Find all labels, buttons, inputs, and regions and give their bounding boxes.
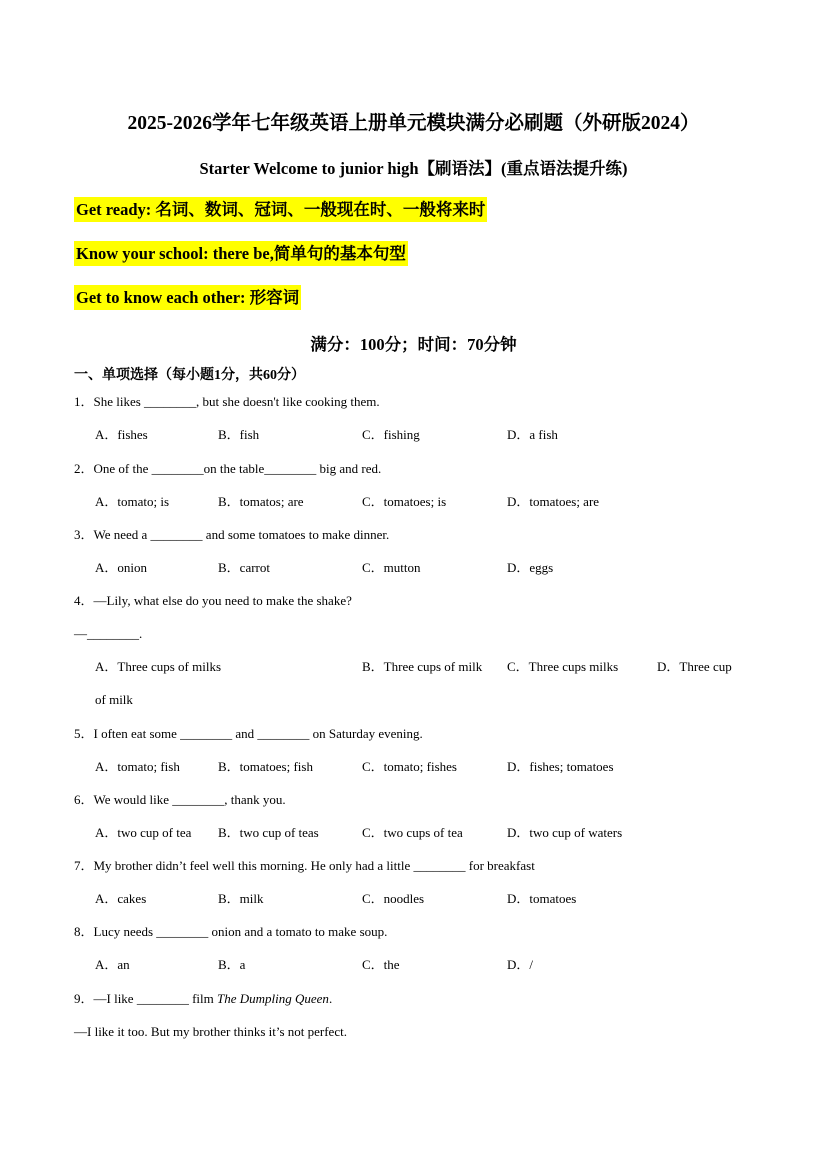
option-b: B．two cup of teas <box>218 825 319 840</box>
option-a: A．fishes <box>95 427 148 442</box>
topic-highlight: Know your school: there be,简单句的基本句型 <box>74 241 408 266</box>
question-stem: 2．One of the ________on the table________ big and red. <box>74 461 382 476</box>
score-time-line: 满分：100分；时间：70分钟 <box>310 335 517 354</box>
option-b: B．milk <box>218 891 264 906</box>
option-b: B．Three cups of milk <box>362 659 483 674</box>
question-stem: 6．We would like ________, thank you. <box>74 792 286 807</box>
topic-highlight: Get to know each other: 形容词 <box>74 285 301 310</box>
option-b: B．fish <box>218 427 260 442</box>
question-stem: 7．My brother didn’t feel well this morning. He only had a little ________ for breakfast <box>74 858 535 873</box>
answer-line: —I like it too. But my brother thinks it’s not perfect. <box>74 1024 347 1039</box>
option-b: B．tomatos; are <box>218 494 304 509</box>
option-d: D．tomatoes; are <box>507 494 600 509</box>
film-title: The Dumpling Queen <box>217 991 329 1006</box>
topic-highlight: Get ready: 名词、数词、冠词、一般现在时、一般将来时 <box>74 197 487 222</box>
option-b: B．a <box>218 957 246 972</box>
option-d: D．/ <box>507 957 534 972</box>
option-a: A．onion <box>95 560 148 575</box>
option-c: C．Three cups milks <box>507 659 619 674</box>
question-stem: 4．—Lily, what else do you need to make the shake? <box>74 593 352 608</box>
option-d: D．a fish <box>507 427 558 442</box>
option-c: C．two cups of tea <box>362 825 463 840</box>
option-a: A．Three cups of milks <box>95 659 222 674</box>
option-a: A．an <box>95 957 130 972</box>
question-stem: 8．Lucy needs ________ onion and a tomato to make soup. <box>74 924 388 939</box>
option-a: A．cakes <box>95 891 147 906</box>
document-title: 2025-2026学年七年级英语上册单元模块满分必刷题（外研版2024） <box>127 113 700 134</box>
option-b: B．tomatoes; fish <box>218 759 313 774</box>
section-heading: 一、单项选择（每小题1分，共60分） <box>74 368 305 383</box>
option-c: C．tomato; fishes <box>362 759 457 774</box>
stem-text: 9．—I like ________ film <box>74 991 217 1006</box>
option-d: D．two cup of waters <box>507 825 623 840</box>
option-c: C．tomatoes; is <box>362 494 447 509</box>
option-d: D．fishes; tomatoes <box>507 759 614 774</box>
option-c: C．noodles <box>362 891 425 906</box>
option-a: A．two cup of tea <box>95 825 192 840</box>
option-c: C．mutton <box>362 560 421 575</box>
option-d: D．tomatoes <box>507 891 577 906</box>
option-a: A．tomato; is <box>95 494 170 509</box>
document-subtitle: Starter Welcome to junior high【刷语法】(重点语法提升练) <box>199 159 628 178</box>
question-stem <box>74 990 332 1008</box>
question-stem: 5．I often eat some ________ and ________ on Saturday evening. <box>74 726 423 741</box>
option-d: D．Three cup <box>657 659 732 674</box>
question-stem: 3．We need a ________ and some tomatoes to make dinner. <box>74 527 390 542</box>
option-c: C．fishing <box>362 427 420 442</box>
answer-line: —________. <box>74 626 143 641</box>
question-stem: 1．She likes ________, but she doesn't like cooking them. <box>74 394 380 409</box>
option-b: B．carrot <box>218 560 270 575</box>
option-a: A．tomato; fish <box>95 759 180 774</box>
option-d: D．eggs <box>507 560 554 575</box>
option-continuation: of milk <box>95 692 133 707</box>
option-c: C．the <box>362 957 400 972</box>
stem-punctuation: . <box>328 991 333 1006</box>
